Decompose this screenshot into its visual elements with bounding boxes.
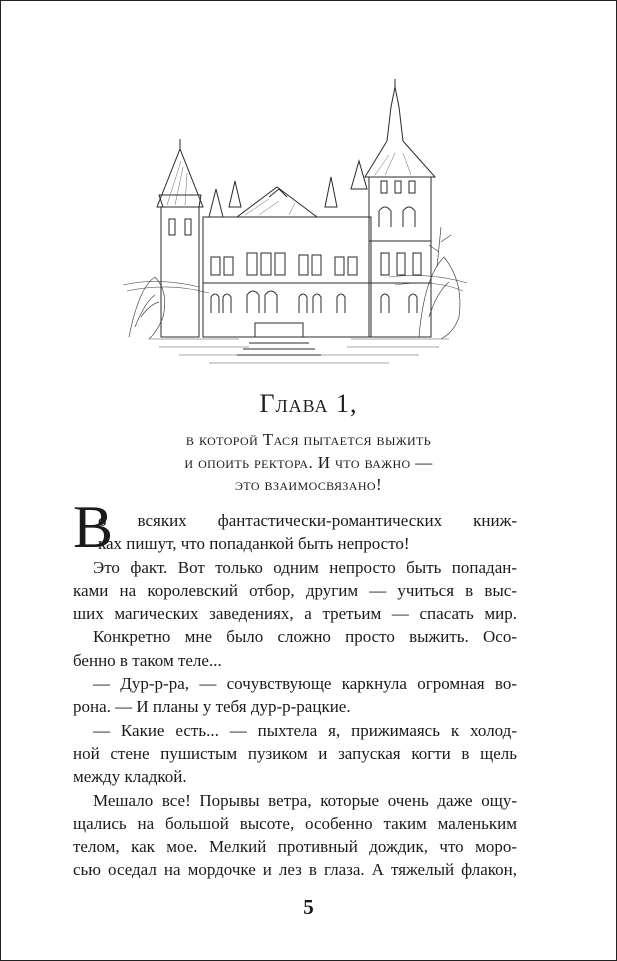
text-line: бенно в таком теле...: [73, 650, 222, 670]
text-line: ших магических заведениях, а третьим — спасать мир.: [73, 604, 517, 624]
text-line: ках пишут, что попаданкой быть непросто!: [98, 534, 410, 554]
text-line: сью оседал на мордочке и лез в глаза. А тяжелый флакон,: [73, 860, 517, 880]
chapter-title: Глава 1,: [259, 389, 358, 418]
text-line: Это факт. Вот только одним непросто быть попадан-: [93, 557, 517, 577]
text-line: ками на королевский отбор, другим — учиться в выс-: [73, 580, 517, 600]
text-line: телом, как мое. Мелкий противный дождик, что моро-: [73, 837, 517, 857]
text-line: — Дур-р-ра, — сочувствующе каркнула огромная во-: [93, 674, 517, 694]
text-line: о всяких фантастически-романтических книж-: [98, 511, 517, 530]
subtitle-line: в которой Тася пытается выжить: [185, 430, 432, 449]
text-line: между кладкой.: [73, 767, 187, 787]
chapter-subtitle: [1, 429, 616, 497]
subtitle-line: и опоить ректора. И что важно —: [184, 452, 433, 472]
page-number: 5: [303, 895, 314, 919]
text-line: ной стене пушистым пузиком и запуская когти в щель: [73, 743, 517, 763]
text-line: рона. — И планы у тебя дур-р-рацкие.: [73, 697, 351, 717]
text-line: — Какие есть... — пыхтела я, прижимаясь к холод-: [93, 720, 517, 740]
chapter-body: [73, 494, 517, 882]
subtitle-line: это взаимосвязано!: [234, 475, 383, 494]
text-line: щались на большой высоте, особенно таким маленьким: [73, 813, 517, 833]
drop-cap: В: [73, 494, 114, 560]
castle-illustration: [119, 77, 471, 377]
text-line: Мешало все! Порывы ветра, которые очень даже ощу-: [93, 790, 517, 810]
text-line: Конкретно мне было сложно просто выжить. Осо-: [93, 627, 517, 647]
